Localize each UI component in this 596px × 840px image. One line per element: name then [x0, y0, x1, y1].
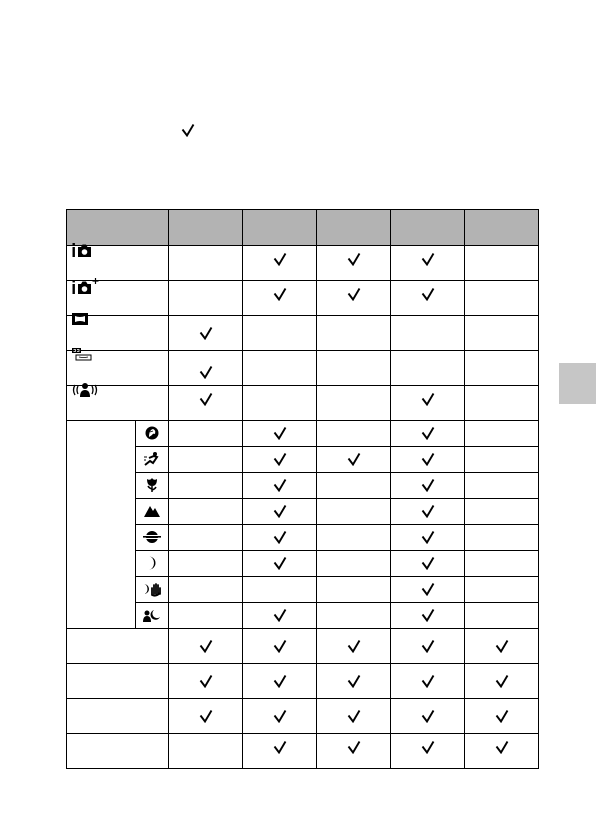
- checkmark-icon: [273, 452, 287, 466]
- cell: [465, 246, 539, 281]
- checkmark-icon: [495, 740, 509, 754]
- checkmark-icon: [421, 639, 435, 653]
- checkmark-icon: [347, 452, 361, 466]
- table-row: [67, 386, 539, 421]
- table-header-row: [67, 210, 539, 246]
- scene-icon-cell: [135, 421, 168, 447]
- cell: [317, 447, 391, 473]
- cell: [243, 525, 317, 551]
- cell: [391, 246, 465, 281]
- checkmark-icon: [273, 252, 287, 266]
- sweep-panorama-icon: [71, 312, 89, 326]
- scene-icon-cell: [135, 447, 168, 473]
- cell: [169, 699, 243, 734]
- checkmark-icon: [421, 582, 435, 596]
- checkmark-icon: [273, 709, 287, 723]
- checkmark-icon: [273, 556, 287, 570]
- scene-icon-cell: [135, 525, 168, 551]
- mode-cell: [67, 351, 169, 386]
- cell: [169, 421, 243, 447]
- cell: [465, 281, 539, 316]
- landscape-icon: [143, 504, 161, 518]
- cell: [169, 473, 243, 499]
- cell: [317, 316, 391, 351]
- cell: [243, 281, 317, 316]
- cell: [465, 316, 539, 351]
- cell: [243, 577, 317, 603]
- checkmark-icon: [199, 709, 213, 723]
- cell: [169, 525, 243, 551]
- cell: [169, 734, 243, 769]
- cell: [465, 699, 539, 734]
- table-row: [67, 699, 539, 734]
- cell: [243, 316, 317, 351]
- cell: [243, 421, 317, 447]
- hand-held-twilight-icon: [141, 581, 163, 597]
- checkmark-icon: [421, 556, 435, 570]
- checkmark-icon: [273, 639, 287, 653]
- cell: [243, 629, 317, 664]
- cell: [317, 577, 391, 603]
- cell: [391, 447, 465, 473]
- cell: [465, 551, 539, 577]
- cell: [465, 525, 539, 551]
- header-cell: [465, 210, 539, 246]
- cell: [391, 699, 465, 734]
- side-index-tab: [559, 363, 596, 404]
- cell: [169, 551, 243, 577]
- cell: [169, 629, 243, 664]
- checkmark-icon: [495, 639, 509, 653]
- intelligent-auto-icon: [71, 242, 93, 258]
- cell: [465, 664, 539, 699]
- table-row: [67, 629, 539, 664]
- checkmark-icon: [273, 287, 287, 301]
- cell: [317, 473, 391, 499]
- cell: [391, 473, 465, 499]
- table-row: [67, 351, 539, 386]
- checkmark-icon: [495, 709, 509, 723]
- cell: [465, 421, 539, 447]
- mode-cell: [67, 734, 169, 769]
- cell: [169, 351, 243, 386]
- cell: [317, 525, 391, 551]
- checkmark-icon: [421, 478, 435, 492]
- cell: [243, 699, 317, 734]
- checkmark-icon: [347, 639, 361, 653]
- checkmark-icon: [421, 674, 435, 688]
- checkmark-icon: [199, 639, 213, 653]
- cell: [317, 386, 391, 421]
- checkmark-icon: [273, 608, 287, 622]
- cell: [465, 499, 539, 525]
- cell: [391, 525, 465, 551]
- 3d-sweep-panorama-icon: [71, 347, 93, 361]
- checkmark-icon: [199, 326, 213, 340]
- cell: [317, 421, 391, 447]
- header-cell: [317, 210, 391, 246]
- table-row: [67, 577, 539, 603]
- cell: [317, 734, 391, 769]
- table-row: [67, 246, 539, 281]
- mode-cell: [67, 246, 169, 281]
- table-row: [67, 664, 539, 699]
- anti-motion-blur-icon: [71, 382, 99, 398]
- table-row: [67, 734, 539, 769]
- cell: [317, 629, 391, 664]
- cell: [391, 629, 465, 664]
- cell: [391, 551, 465, 577]
- cell: [465, 734, 539, 769]
- scene-selection-group-cell: [67, 421, 136, 629]
- cell: [317, 499, 391, 525]
- checkmark-icon: [273, 478, 287, 492]
- cell: [243, 499, 317, 525]
- cell: [465, 447, 539, 473]
- cell: [317, 699, 391, 734]
- cell: [391, 499, 465, 525]
- checkmark-icon: [421, 504, 435, 518]
- header-cell: [391, 210, 465, 246]
- checkmark-icon: [347, 252, 361, 266]
- cell: [169, 447, 243, 473]
- table-row: [67, 316, 539, 351]
- night-portrait-icon: [142, 607, 162, 623]
- cell: [169, 664, 243, 699]
- cell: [391, 351, 465, 386]
- checkmark-icon: [347, 740, 361, 754]
- mode-cell: [67, 281, 169, 316]
- scene-icon-cell: [135, 551, 168, 577]
- night-scene-icon: [145, 555, 159, 571]
- checkmark-icon: [421, 287, 435, 301]
- cell: [243, 473, 317, 499]
- cell: [391, 603, 465, 629]
- table-row: [67, 281, 539, 316]
- cell: [243, 734, 317, 769]
- header-cell: [169, 210, 243, 246]
- checkmark-icon: [347, 674, 361, 688]
- checkmark-icon: [421, 530, 435, 544]
- mode-cell: [67, 386, 169, 421]
- table-row: [67, 473, 539, 499]
- checkmark-icon: [421, 452, 435, 466]
- header-cell: [243, 210, 317, 246]
- checkmark-icon: [199, 392, 213, 406]
- cell: [317, 281, 391, 316]
- mode-cell: [67, 629, 169, 664]
- function-availability-table: [66, 209, 539, 769]
- sports-action-icon: [143, 451, 161, 467]
- cell: [169, 316, 243, 351]
- scene-icon-cell: [135, 499, 168, 525]
- cell: [391, 386, 465, 421]
- checkmark-icon: [421, 392, 435, 406]
- mode-cell: [67, 664, 169, 699]
- cell: [317, 551, 391, 577]
- cell: [243, 551, 317, 577]
- table-row: [67, 603, 539, 629]
- cell: [465, 351, 539, 386]
- header-cell-mode: [67, 210, 169, 246]
- superior-auto-icon: [71, 277, 101, 295]
- checkmark-icon: [273, 674, 287, 688]
- cell: [391, 421, 465, 447]
- legend-checkmark-icon: [181, 123, 195, 137]
- macro-icon: [145, 477, 159, 493]
- checkmark-icon: [347, 709, 361, 723]
- checkmark-icon: [421, 608, 435, 622]
- checkmark-icon: [421, 426, 435, 440]
- checkmark-icon: [273, 740, 287, 754]
- checkmark-icon: [421, 740, 435, 754]
- scene-icon-cell: [135, 473, 168, 499]
- cell: [317, 664, 391, 699]
- checkmark-icon: [421, 709, 435, 723]
- mode-cell: [67, 699, 169, 734]
- table-row: [67, 421, 539, 447]
- table-row: [67, 525, 539, 551]
- table-row: [67, 551, 539, 577]
- cell: [243, 447, 317, 473]
- table-row: [67, 447, 539, 473]
- checkmark-icon: [273, 426, 287, 440]
- cell: [391, 281, 465, 316]
- mode-cell: [67, 316, 169, 351]
- checkmark-icon: [273, 530, 287, 544]
- checkmark-icon: [199, 674, 213, 688]
- cell: [243, 386, 317, 421]
- cell: [243, 664, 317, 699]
- cell: [243, 351, 317, 386]
- checkmark-icon: [273, 504, 287, 518]
- cell: [465, 629, 539, 664]
- cell: [243, 246, 317, 281]
- cell: [169, 603, 243, 629]
- cell: [169, 499, 243, 525]
- cell: [317, 603, 391, 629]
- checkmark-icon: [199, 365, 213, 379]
- sunset-icon: [142, 529, 162, 545]
- cell: [169, 577, 243, 603]
- cell: [465, 603, 539, 629]
- cell: [169, 246, 243, 281]
- cell: [465, 386, 539, 421]
- cell: [317, 351, 391, 386]
- cell: [465, 577, 539, 603]
- checkmark-icon: [347, 287, 361, 301]
- scene-icon-cell: [135, 603, 168, 629]
- cell: [391, 734, 465, 769]
- checkmark-icon: [421, 252, 435, 266]
- cell: [391, 664, 465, 699]
- table-row: [67, 499, 539, 525]
- cell: [169, 281, 243, 316]
- cell: [243, 603, 317, 629]
- portrait-icon: [144, 425, 160, 441]
- cell: [465, 473, 539, 499]
- scene-icon-cell: [135, 577, 168, 603]
- cell: [317, 246, 391, 281]
- checkmark-icon: [495, 674, 509, 688]
- cell: [169, 386, 243, 421]
- cell: [391, 577, 465, 603]
- cell: [391, 316, 465, 351]
